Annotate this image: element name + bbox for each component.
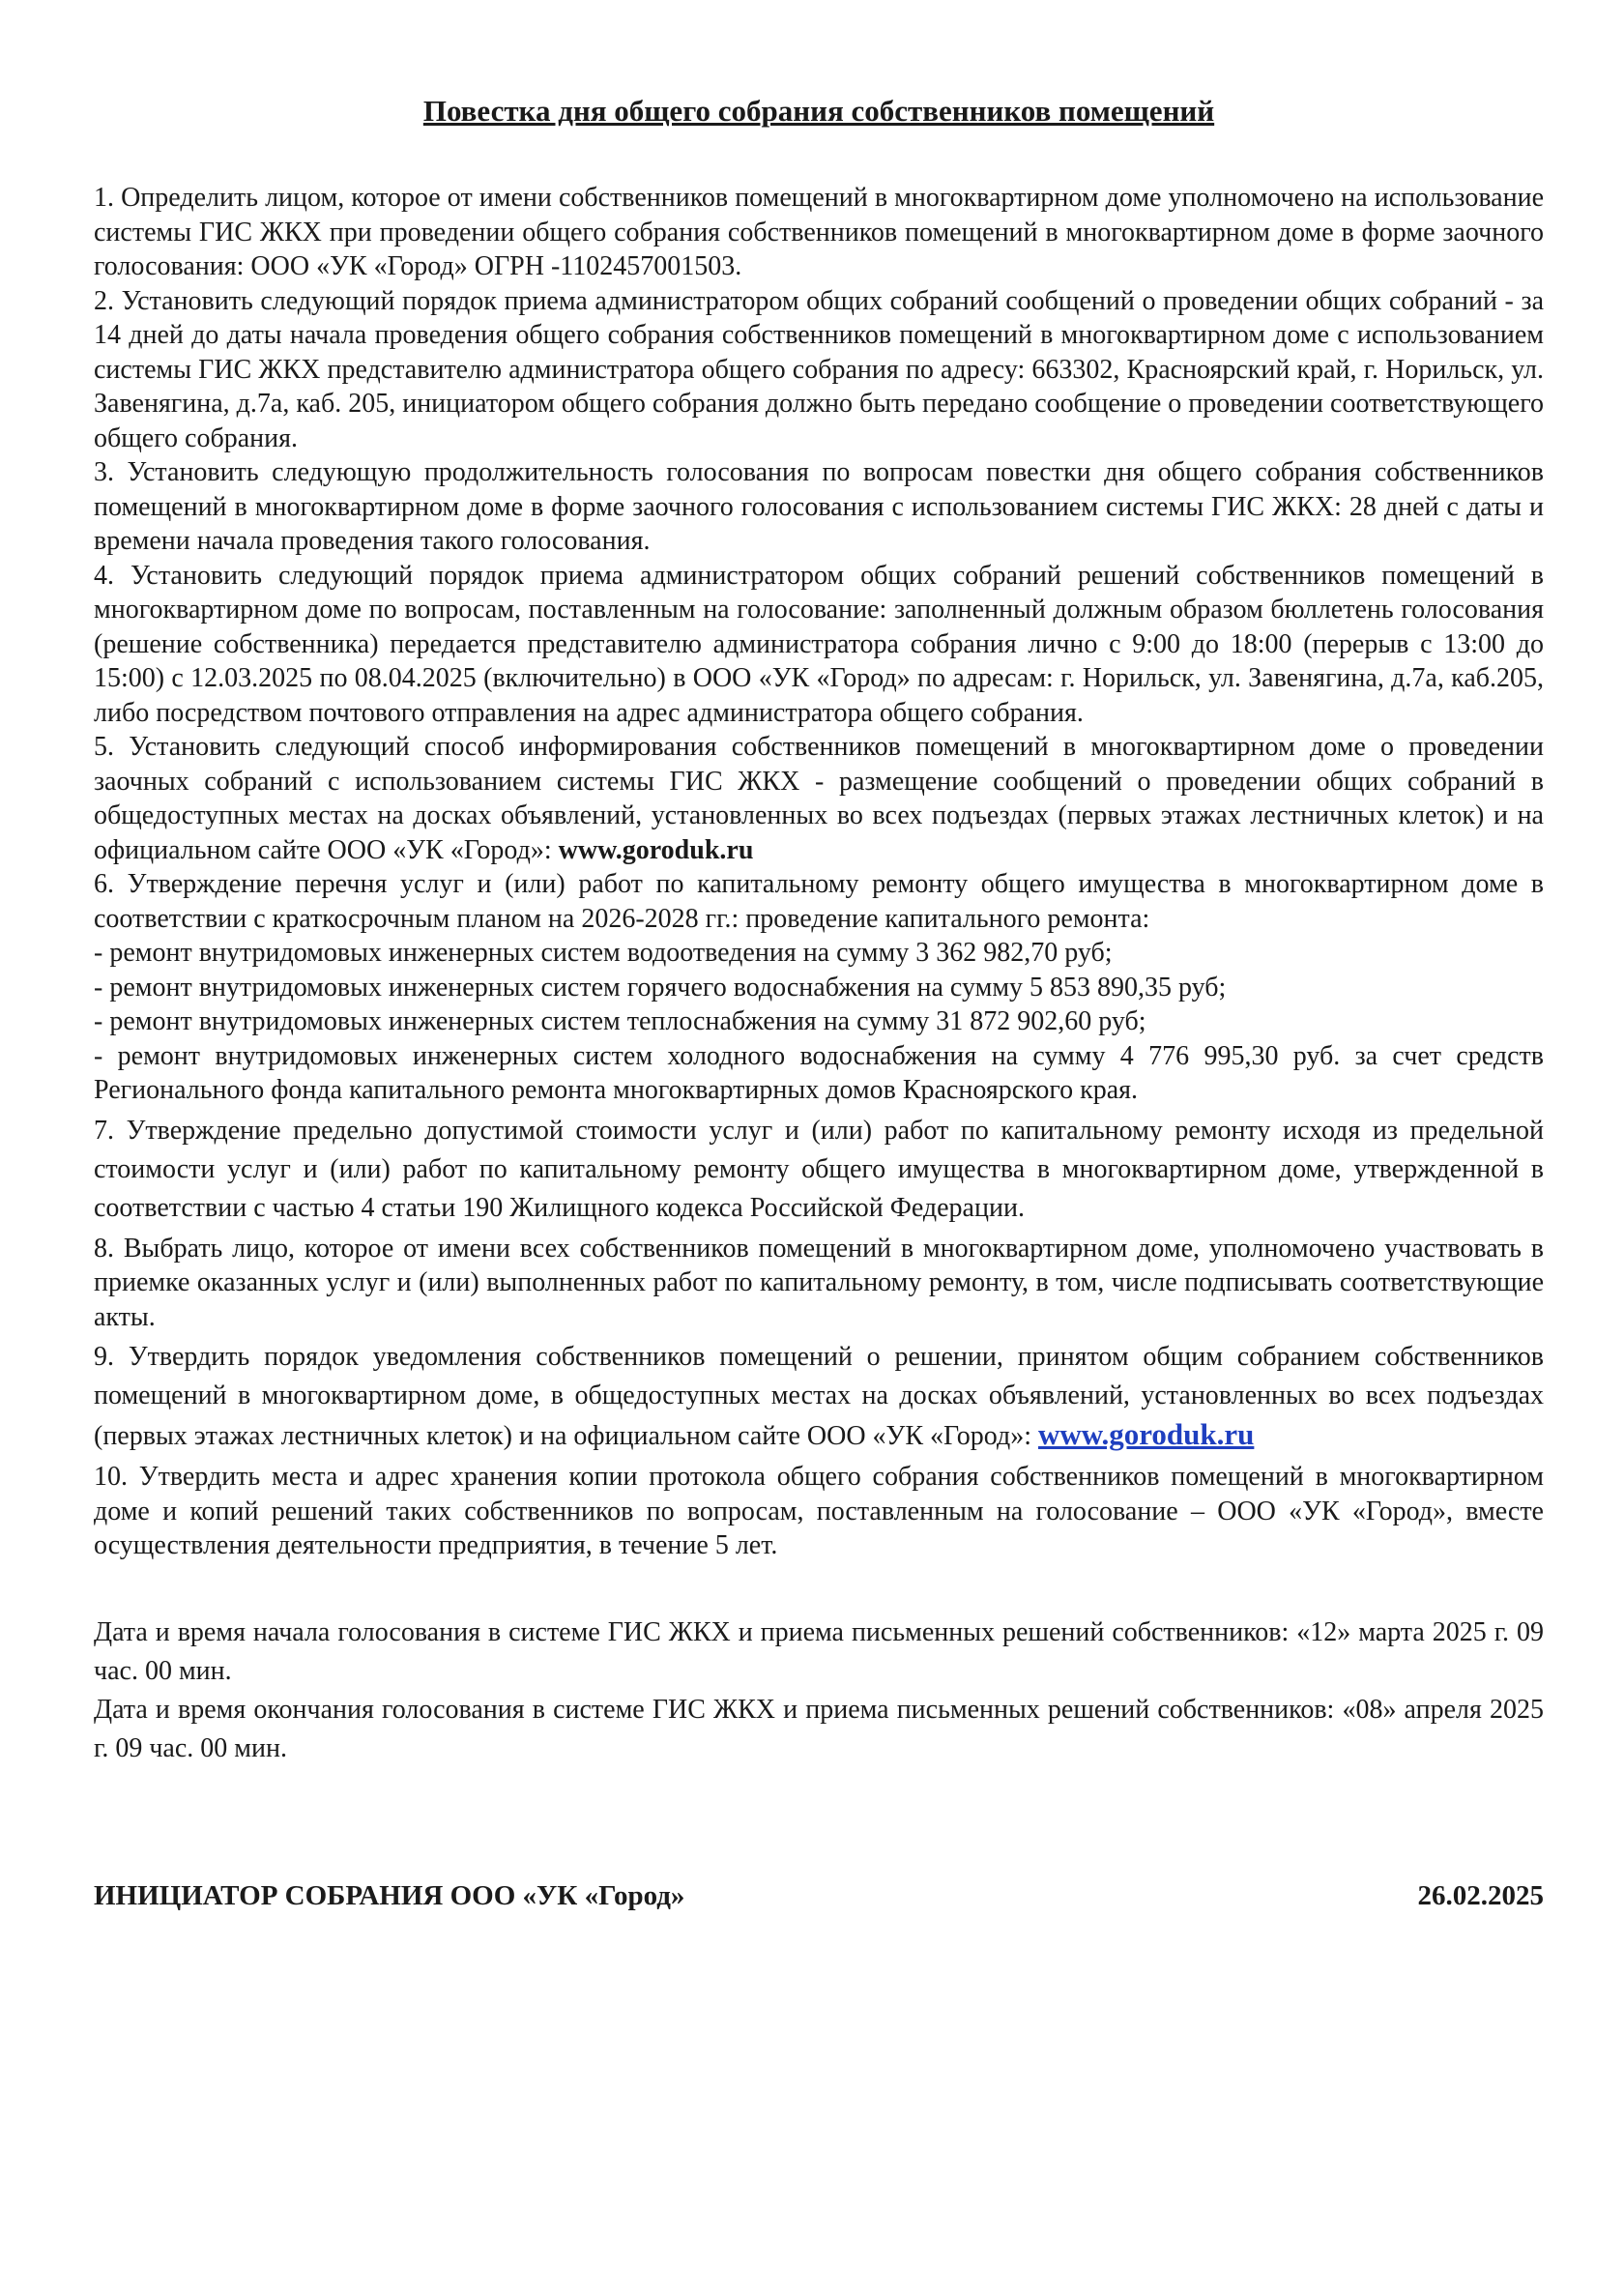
- agenda-item-6-sub-3: - ремонт внутридомовых инженерных систем теплоснабжения на сумму 31 872 902,60 руб;: [94, 1006, 1146, 1036]
- agenda-item-9-text: 9. Утвердить порядок уведомления собственников помещений о решении, принятом общим собранием собственников помещений в многоквартирном доме, в общедоступных местах на досках объявлений, установленных во всех подъездах (первых этажах лестничных клеток) и на официальном сайте ООО «УК «Город»:: [94, 1342, 1544, 1451]
- agenda-list: [94, 181, 1544, 1563]
- website-link-blue[interactable]: www.goroduk.ru: [1038, 1417, 1255, 1451]
- signature-date: 26.02.2025: [1417, 1879, 1544, 1911]
- agenda-item-5: [94, 730, 1544, 867]
- agenda-item-4: 4. Установить следующий порядок приема администратором общих собраний решений собственников помещений в многоквартирном доме по вопросам, поставленным на голосование: заполненный должным образом бюллетень голосования (решение собственника) передается представителю администратора собрания лично с 9:00 до 18:00 (перерыв с 13:00 до 15:00) с 12.03.2025 по 08.04.2025 (включительно) в ООО «УК «Город» по адресам: г. Норильск, ул. Завенягина, д.7а, каб.205, либо посредством почтового отправления на адрес администратора общего собрания.: [94, 560, 1544, 728]
- agenda-item-2: 2. Установить следующий порядок приема администратором общих собраний сообщений о проведении общих собраний - за 14 дней до даты начала проведения общего собрания собственников помещений в многоквартирном доме с использованием системы ГИС ЖКХ представителю администратора общего собрания по адресу: 663302, Красноярский край, г. Норильск, ул. Завенягина, д.7а, каб. 205, инициатором общего собрания должно быть передано сообщение о проведении соответствующего общего собрания.: [94, 285, 1544, 453]
- initiator-label: ИНИЦИАТОР СОБРАНИЯ ООО «УК «Город»: [94, 1879, 685, 1911]
- voting-dates: [94, 1613, 1544, 1768]
- agenda-item-10: 10. Утвердить места и адрес хранения копии протокола общего собрания собственников помещений в многоквартирном доме и копий решений таких собственников по вопросам, поставленным на голосование – ООО «УК «Город», вместе осуществления деятельности предприятия, в течение 5 лет.: [94, 1462, 1544, 1560]
- agenda-item-3: 3. Установить следующую продолжительность голосования по вопросам повестки дня общего собрания собственников помещений в многоквартирном доме в форме заочного голосования с использованием системы ГИС ЖКХ: 28 дней с даты и времени начала проведения такого голосования.: [94, 457, 1544, 556]
- agenda-item-5-text: 5. Установить следующий способ информирования собственников помещений в многоквартирном доме о проведении заочных собраний с использованием системы ГИС ЖКХ - размещение сообщений о проведении общих собраний в общедоступных местах на досках объявлений, установленных во всех подъездах (первых этажах лестничных клеток) и на официальном сайте ООО «УК «Город»:: [94, 732, 1544, 865]
- voting-start-date: Дата и время начала голосования в системе ГИС ЖКХ и приема письменных решений собственников: «12» марта 2025 г. 09 час. 00 мин.: [94, 1616, 1544, 1686]
- agenda-item-7: 7. Утверждение предельно допустимой стоимости услуг и (или) работ по капитальному ремонту исходя из предельной стоимости услуг и (или) работ по капитальному ремонту общего имущества в многоквартирном доме, утвержденной в соответствии с частью 4 статьи 190 Жилищного кодекса Российской Федерации.: [94, 1115, 1544, 1223]
- agenda-item-6: 6. Утверждение перечня услуг и (или) работ по капитальному ремонту общего имущества в многоквартирном доме в соответствии с краткосрочным планом на 2026-2028 гг.: проведение капитального ремонта:: [94, 869, 1544, 934]
- website-link[interactable]: www.goroduk.ru: [558, 834, 754, 865]
- agenda-item-6-sub-4: - ремонт внутридомовых инженерных систем холодного водоснабжения на сумму 4 776 995,30 руб. за счет средств Регионального фонда капитального ремонта многоквартирных домов Красноярского края.: [94, 1040, 1544, 1105]
- document-page: [94, 92, 1544, 1915]
- signature-line: [94, 1876, 1544, 1915]
- agenda-item-8: 8. Выбрать лицо, которое от имени всех собственников помещений в многоквартирном доме, уполномочено участвовать в приемке оказанных услуг и (или) выполненных работ по капитальному ремонту, в том, числе подписывать соответствующие акты.: [94, 1233, 1544, 1332]
- agenda-item-1: 1. Определить лицом, которое от имени собственников помещений в многоквартирном доме уполномочено на использование системы ГИС ЖКХ при проведении общего собрания собственников помещений в многоквартирном доме в форме заочного голосования: ООО «УК «Город» ОГРН -1102457001503.: [94, 183, 1544, 281]
- agenda-item-9: [94, 1338, 1544, 1456]
- document-title: Повестка дня общего собрания собственников помещений: [422, 94, 1215, 128]
- agenda-item-6-sub-1: - ремонт внутридомовых инженерных систем водоотведения на сумму 3 362 982,70 руб;: [94, 938, 1113, 968]
- agenda-item-6-sub-2: - ремонт внутридомовых инженерных систем горячего водоснабжения на сумму 5 853 890,35 руб;: [94, 972, 1227, 1003]
- voting-end-date: Дата и время окончания голосования в системе ГИС ЖКХ и приема письменных решений собственников: «08» апреля 2025 г. 09 час. 00 мин.: [94, 1694, 1544, 1763]
